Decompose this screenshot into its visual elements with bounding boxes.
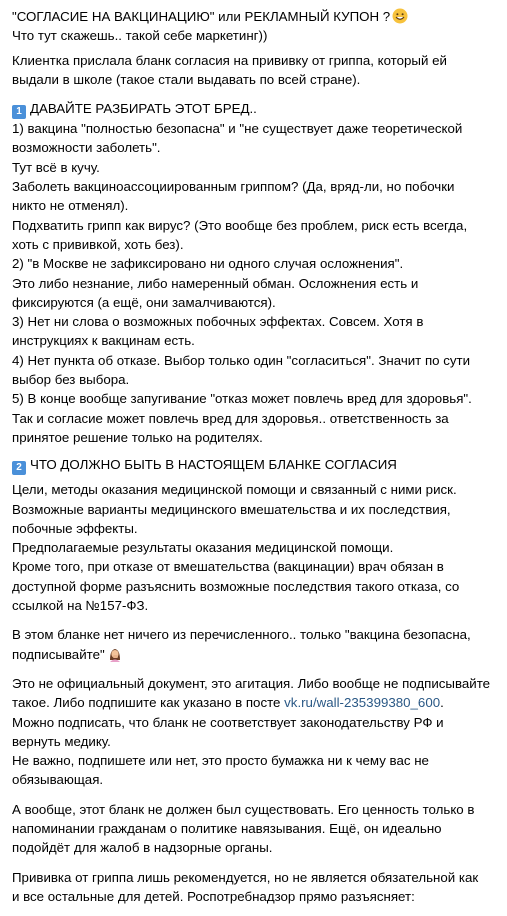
section-1-heading (12, 99, 500, 119)
text-line: Цели, методы оказания медицинской помощи и связанный с ними риск. (12, 482, 457, 498)
text-line: напоминании гражданам о политике навязывания. Ещё, он идеально (12, 820, 442, 836)
text-line: Заболеть вакциноассоциированным гриппом? (Да, вряд-ли, но побочки (12, 179, 455, 195)
text-line: Подхватить грипп как вирус? (Это вообще без проблем, риск есть всегда, (12, 217, 468, 233)
section-2 (12, 455, 500, 615)
text-line: выбор без выбора. (12, 372, 130, 388)
text-line: подойдёт для жалоб в надзорные органы. (12, 840, 273, 856)
text-line: инструкциях к вакцинам есть. (12, 333, 195, 349)
text-line: вернуть медику. (12, 733, 111, 749)
post-body (12, 7, 500, 916)
text-line: возможности заболеть". (12, 140, 161, 156)
text-line: никто не отменял). (12, 198, 129, 214)
post-subtitle: Что тут скажешь.. такой себе маркетинг)) (12, 28, 268, 44)
text-line: 3) Нет ни слова о возможных побочных эффектах. Совсем. Хотя в (12, 314, 424, 330)
text-line: Возможные варианты медицинского вмешательства и их последствия, (12, 501, 451, 517)
text-line: хоть с прививкой, хоть без). (12, 236, 184, 252)
text-line: Это либо незнание, либо намеренный обман. Осложнения есть и (12, 275, 419, 291)
document-line-1: Это не официальный документ, это агитация. Либо вообще не подписывайте (12, 675, 491, 691)
text-line: Предполагаемые результаты оказания медицинской помощи. (12, 540, 394, 556)
text-line: и все остальные для детей. Роспотребнадзор прямо разъясняет: (12, 888, 415, 904)
text-line: доступной форме разъяснить возможные последствия такого отказа, со (12, 578, 460, 594)
keycap-two-icon: 2 (12, 461, 26, 475)
text-line: Кроме того, при отказе от вмешательства (вакцинации) врач обязан в (12, 559, 444, 575)
text-line: Прививка от гриппа лишь рекомендуется, но не является обязательной как (12, 869, 479, 885)
form-line-1: В этом бланке нет ничего из перечисленного.. только "вакцина безопасна, (12, 627, 471, 643)
document-line-2-suffix: . (440, 695, 444, 711)
text-line: 2) "в Москве не зафиксировано ни одного случая осложнения". (12, 256, 404, 272)
smiling-face-emoji-icon (392, 8, 408, 24)
post-title (12, 7, 500, 26)
section-2-heading-text: ЧТО ДОЛЖНО БЫТЬ В НАСТОЯЩЕМ БЛАНКЕ СОГЛАСИЯ (30, 457, 397, 473)
text-line: Клиентка прислала бланк согласия на прививку от гриппа, который ей (12, 52, 447, 68)
last-paragraph (12, 868, 500, 907)
text-line: побочные эффекты. (12, 520, 138, 536)
document-rest-lines (12, 713, 500, 790)
text-line: Так и согласие может повлечь вред для здоровья.. ответственность за (12, 410, 449, 426)
keycap-one-icon: 1 (12, 105, 26, 119)
form-line-2-text: подписывайте" (12, 646, 105, 662)
form-paragraph (12, 625, 500, 664)
text-line: принятое решение только на родителях. (12, 429, 263, 445)
text-line: фиксируются (а ещё, они замалчиваются). (12, 294, 276, 310)
text-line: обязывающая. (12, 772, 104, 788)
post-title-text: "СОГЛАСИЕ НА ВАКЦИНАЦИЮ" или РЕКЛАМНЫЙ КУПОН ? (12, 9, 391, 24)
section-1-heading-text: ДАВАЙТЕ РАЗБИРАТЬ ЭТОТ БРЕД.. (30, 101, 257, 117)
post-title-block (12, 7, 500, 46)
section-2-lines (12, 480, 500, 615)
existence-paragraph (12, 800, 500, 858)
section-1-lines (12, 119, 500, 447)
document-line-2 (12, 693, 500, 712)
text-line: 4) Нет пункта об отказе. Выбор только один "согласиться". Значит по сути (12, 352, 471, 368)
text-line: Тут всё в кучу. (12, 159, 100, 175)
section-1 (12, 99, 500, 447)
document-paragraph (12, 674, 500, 790)
text-line: 1) вакцина "полностью безопасна" и "не существует даже теоретической (12, 121, 463, 137)
post-link[interactable]: vk.ru/wall-235399380_600 (284, 695, 441, 711)
text-line: выдали в школе (такое стали выдавать по всей стране). (12, 71, 361, 87)
document-line-2-text: такое. Либо подпишите как указано в посте (12, 695, 285, 711)
intro-paragraph (12, 51, 500, 90)
text-line: Можно подписать, что бланк не соответствует законодательству РФ и (12, 714, 444, 730)
section-2-heading (12, 455, 500, 475)
text-line: Не важно, подпишете или нет, это просто бумажка ни к чему вас не (12, 753, 429, 769)
form-line-2 (12, 645, 500, 664)
woman-facepalming-icon (107, 646, 123, 662)
text-line: 5) В конце вообще запугивание "отказ может повлечь вред для здоровья". (12, 391, 472, 407)
text-line: А вообще, этот бланк не должен был существовать. Его ценность только в (12, 801, 475, 817)
text-line: ссылкой на №157-ФЗ. (12, 598, 149, 614)
